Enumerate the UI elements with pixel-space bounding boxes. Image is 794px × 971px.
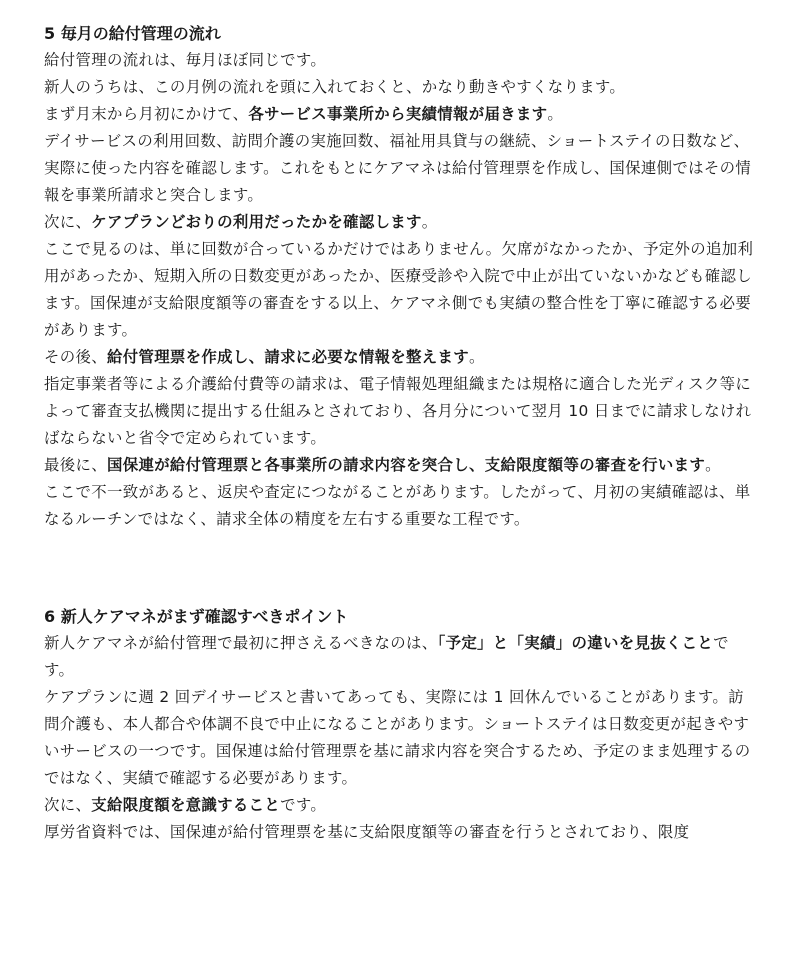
step-lead-text: その後、 xyxy=(44,348,107,366)
step-tail-text: 。 xyxy=(705,456,721,474)
step-lead-text: まず月末から月初にかけて、 xyxy=(44,105,249,123)
section-6-point-1 xyxy=(44,630,756,684)
section-5-step-2 xyxy=(44,209,756,236)
point-lead-text: 次に、 xyxy=(44,796,92,814)
point-tail-text: です。 xyxy=(44,634,729,679)
section-5-step-3 xyxy=(44,344,756,371)
step-emphasis: 国保連が給付管理票と各事業所の請求内容を突合し、支給限度額等の審査を行います xyxy=(106,456,706,474)
point-emphasis: 支給限度額を意識すること xyxy=(91,796,281,814)
step-tail-text: 。 xyxy=(421,213,438,231)
step-emphasis: ケアプランどおりの利用だったかを確認します xyxy=(91,213,422,231)
section-5-paragraph: デイサービスの利用回数、訪問介護の実施回数、福祉用具貸与の継続、ショートステイの日数など、実際に使った内容を確認します。これをもとにケアマネは給付管理票を作成し、国保連側ではその情報を事業所請求と突合します。 xyxy=(44,132,752,204)
step-tail-text: 。 xyxy=(469,348,485,366)
section-5-paragraph: 給付管理の流れは、毎月ほぼ同じです。 xyxy=(44,51,327,69)
step-lead-text: 次に、 xyxy=(44,213,92,231)
section-6-paragraph: ケアプランに週 2 回デイサービスと書いてあっても、実際には 1 回休んでいることがあります。訪問介護も、本人都合や体調不良で中止になることがあります。ショートステイは日数変更が起きやすいサービスの一つです。国保連は給付管理票を基に請求内容を突合するため、予定のまま処理するのではなく、実績で確認する必要があります。 xyxy=(44,688,751,787)
section-5-paragraph: ここで見るのは、単に回数が合っているかだけではありません。欠席がなかったか、予定外の追加利用があったか、短期入所の日数変更があったか、医療受診や入院で中止が出ていないかなども確認します。国保連が支給限度額等の審査をする以上、ケアマネ側でも実績の整合性を丁寧に確認する必要があります。 xyxy=(44,240,754,339)
section-5-step-1 xyxy=(44,101,756,128)
section-6-paragraph: 厚労省資料では、国保連が給付管理票を基に支給限度額等の審査を行うとされており、限度 xyxy=(44,823,690,841)
section-5-paragraph: 指定事業者等による介護給付費等の請求は、電子情報処理組織または規格に適合した光ディスク等によって審査支払機関に提出する仕組みとされており、各月分について翌月 10 日までに請求しなければならないと省令で定められています。 xyxy=(44,375,752,447)
section-5-paragraph: ここで不一致があると、返戻や査定につながることがあります。したがって、月初の実績確認は、単なるルーチンではなく、請求全体の精度を左右する重要な工程です。 xyxy=(44,483,751,528)
point-lead-text: 新人ケアマネが給付管理で最初に押さえるべきなのは、 xyxy=(44,634,438,652)
section-5-heading: 5 毎月の給付管理の流れ xyxy=(44,24,221,43)
section-6-point-2 xyxy=(44,792,756,819)
section-5-paragraph: 新人のうちは、この月例の流れを頭に入れておくと、かなり動きやすくなります。 xyxy=(44,78,626,96)
section-6-heading: 6 新人ケアマネがまず確認すべきポイント xyxy=(44,607,349,626)
step-emphasis: 各サービス事業所から実績情報が届きます xyxy=(248,105,548,123)
section-spacer xyxy=(44,533,756,603)
point-emphasis: 「予定」と「実績」の違いを見抜くこと xyxy=(437,634,714,652)
point-tail-text: です。 xyxy=(280,796,327,814)
step-lead-text: 最後に、 xyxy=(44,456,107,474)
step-tail-text: 。 xyxy=(547,105,564,123)
section-5-step-4 xyxy=(44,452,756,479)
step-emphasis: 給付管理票を作成し、請求に必要な情報を整えます xyxy=(106,348,470,366)
